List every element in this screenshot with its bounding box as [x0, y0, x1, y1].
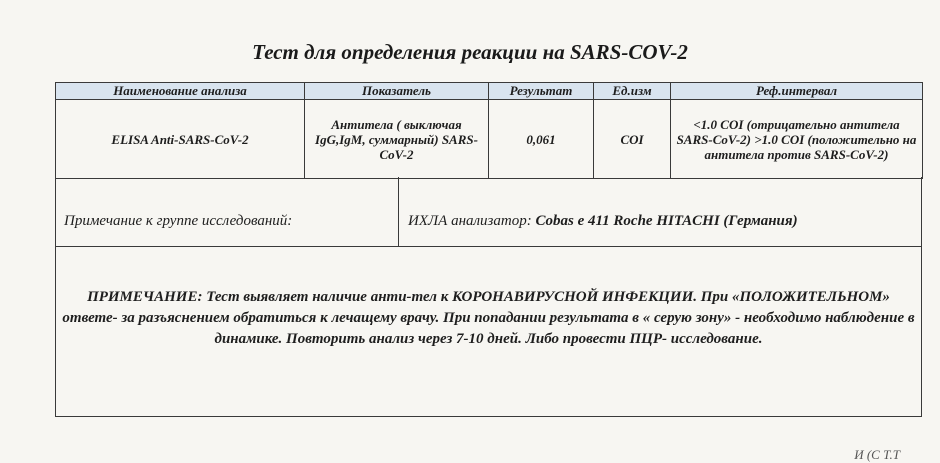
header-indicator: Показатель [305, 83, 489, 100]
header-result: Результат [489, 83, 594, 100]
analyzer-name: Cobas e 411 Roche HITACHI (Германия) [535, 213, 798, 229]
cell-test-name: ELISA Anti-SARS-CoV-2 [56, 100, 305, 179]
header-reference: Реф.интервал [671, 83, 923, 100]
header-unit: Ед.изм [594, 83, 671, 100]
footer-fragment: И (С Т.Т [854, 447, 900, 462]
cell-unit: COI [594, 100, 671, 179]
group-note-label: Примечание к группе исследований: [64, 213, 293, 229]
cell-indicator: Антитела ( выключая IgG,IgM, суммарный) SARS-CoV-2 [305, 100, 489, 179]
results-table [55, 82, 923, 179]
analyzer-prefix: ИХЛА анализатор: [408, 213, 532, 229]
table-header-row [56, 83, 923, 100]
header-test-name: Наименование анализа [56, 83, 305, 100]
analyzer-info [408, 213, 798, 230]
group-note-label-cell [56, 177, 399, 246]
document-title: Тест для определения реакции на SARS-COV-2 [252, 40, 688, 64]
cell-reference: <1.0 COI (отрицательно антитела SARS-CoV-2) >1.0 COI (положительно на антитела против SARS-CoV-2) [671, 100, 923, 179]
remark-block [55, 246, 922, 417]
group-note-row [55, 177, 922, 247]
remark-text: ПРИМЕЧАНИЕ: Тест выявляет наличие анти-тел к КОРОНАВИРУСНОЙ ИНФЕКЦИИ. При «ПОЛОЖИТЕЛЬНОМ» ответе- за разъяснением обратиться к лечащему врачу. При попадании результата в « серую зону» - необходимо наблюдение в динамике. Повторить анализ через 7-10 дней. Либо провести ПЦР- исследование. [62, 289, 915, 347]
table-row [56, 100, 923, 179]
cell-result: 0,061 [489, 100, 594, 179]
